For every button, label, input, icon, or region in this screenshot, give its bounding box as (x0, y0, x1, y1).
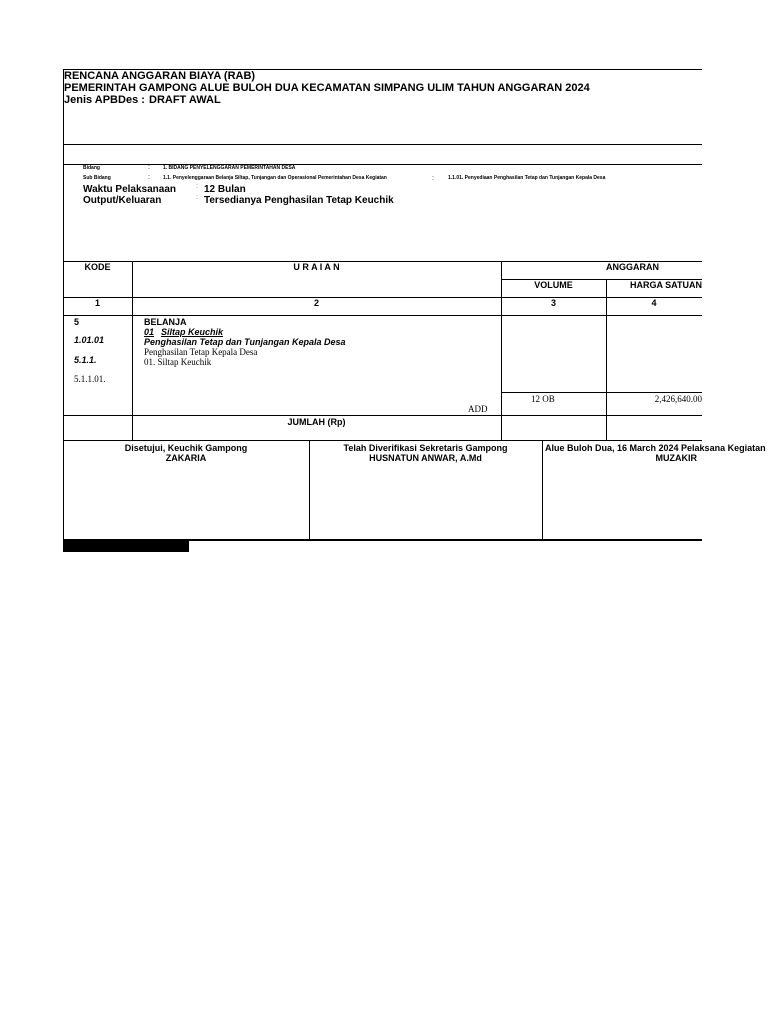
col-divider-kode (132, 261, 133, 440)
uraian-penghasilan-tunjangan: Penghasilan Tetap dan Tunjangan Kepala Desa (144, 337, 346, 347)
document-title: RENCANA ANGGARAN BIAYA (RAB) (64, 70, 256, 82)
signature-3-title: Alue Buloh Dua, 16 March 2024 Pelaksana Kegiatan (545, 443, 766, 453)
col-number-3: 3 (550, 298, 556, 308)
kegiatan-colon: : (432, 175, 434, 182)
output-value: Tersedianya Penghasilan Tetap Keuchik (204, 195, 394, 206)
waktu-label: Waktu Pelaksanaan (83, 184, 177, 195)
uraian-penghasilan-kades: Penghasilan Tetap Kepala Desa (144, 347, 258, 357)
bidang-label: Bidang (83, 165, 100, 171)
header-kode: KODE (84, 262, 111, 272)
uraian-siltap: Siltap Keuchik (161, 327, 224, 337)
bidang-colon: : (148, 164, 150, 171)
bidang-value: 1. BIDANG PENYELENGGARAN PEMERINTAHAN DESA (163, 165, 296, 171)
header-divider-1 (63, 144, 702, 145)
kode-rincian: 5.1.1.01. (74, 374, 106, 384)
sub-bidang-colon: : (148, 174, 150, 181)
sub-bidang-label: Sub Bidang (83, 175, 111, 181)
rab-document (63, 69, 766, 553)
sub-bidang-value: 1.1. Penyelenggaraan Belanja Siltap, Tunjangan dan Operasional Pemerintahan Desa Kegiatan (163, 175, 387, 181)
kode-belanja: 5 (74, 317, 80, 327)
waktu-value: 12 Bulan (204, 184, 246, 195)
uraian-item: 01. Siltap Keuchik (144, 357, 212, 367)
uraian-add: ADD (468, 404, 488, 414)
jumlah-label: JUMLAH (Rp) (287, 417, 346, 427)
signature-3-name: MUZAKIR (655, 453, 697, 463)
signature-1-name: ZAKARIA (165, 453, 207, 463)
waktu-colon: : (196, 183, 198, 190)
header-volume: VOLUME (534, 280, 573, 290)
harga-satuan-value: 2,426,640.00 (654, 394, 702, 404)
header-uraian: U R A I A N (293, 262, 340, 272)
kode-kegiatan: 1.01.01 (74, 335, 105, 345)
header-divider-2 (63, 164, 702, 165)
values-top-border (501, 392, 702, 393)
document-subtitle: PEMERINTAH GAMPONG ALUE BULOH DUA KECAMATAN SIMPANG ULIM TAHUN ANGGARAN 2024 (64, 82, 590, 94)
uraian-belanja: BELANJA (144, 317, 187, 327)
jumlah-bottom-border (63, 440, 702, 441)
signature-2-name: HUSNATUN ANWAR, A.Md (369, 453, 482, 463)
output-colon: : (196, 194, 198, 201)
uraian-siltap-number: 01 (144, 327, 155, 337)
col-number-2: 2 (313, 298, 319, 308)
output-label: Output/Keluaran (83, 195, 162, 206)
header-harga-satuan: HARGA SATUAN (630, 280, 702, 290)
kode-rekening: 5.1.1. (74, 355, 97, 365)
col-number-4: 4 (651, 298, 657, 308)
jenis-apbdes-value: DRAFT AWAL (149, 94, 221, 106)
jenis-apbdes-label: Jenis APBDes : (64, 94, 145, 106)
volume-value: 12 OB (531, 394, 555, 404)
signature-1-title: Disetujui, Keuchik Gampong (124, 443, 248, 453)
kegiatan-value: 1.1.01. Penyediaan Penghasilan Tetap dan Tunjangan Kepala Desa (448, 175, 606, 181)
signature-2-title: Telah Diverifikasi Sekretaris Gampong (343, 443, 508, 453)
header-anggaran: ANGGARAN (606, 262, 659, 272)
bottom-black-bar (63, 541, 189, 552)
col-number-1: 1 (94, 298, 100, 308)
